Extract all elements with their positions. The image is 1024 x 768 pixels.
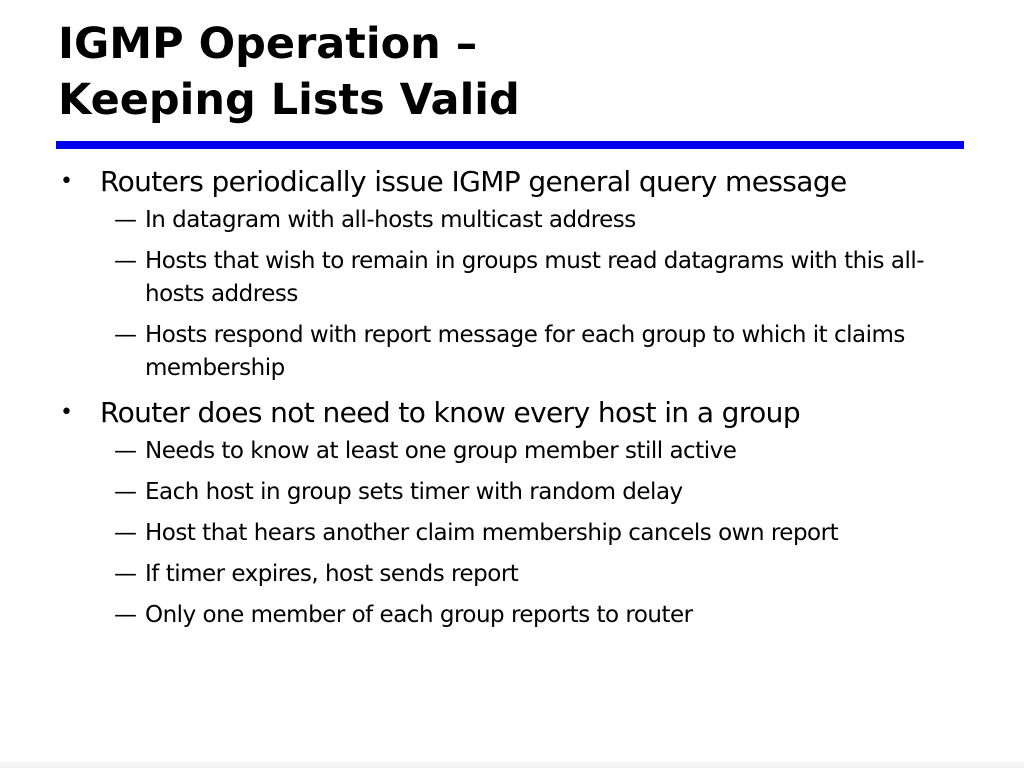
bullet-item [60, 162, 960, 202]
slide-title-line-2: Keeping Lists Valid [58, 75, 520, 125]
bullet-text: Router does not need to know every host in a group [100, 396, 800, 429]
sub-bullet-item [60, 599, 945, 632]
sub-bullet-text: If timer expires, host sends report [145, 561, 519, 587]
sub-bullet-text: Hosts respond with report message for each group to which it claims membership [145, 322, 905, 381]
sub-bullet-text: Only one member of each group reports to router [145, 602, 693, 628]
slide-body [60, 162, 960, 640]
sub-bullet-item [60, 204, 945, 237]
sub-bullet-text: In datagram with all-hosts multicast address [145, 207, 636, 233]
sub-bullet-text: Hosts that wish to remain in groups must read datagrams with this all-hosts address [145, 248, 925, 307]
sub-bullet-item [60, 319, 945, 385]
title-underline-rule [56, 141, 964, 149]
bullet-text: Routers periodically issue IGMP general query message [100, 165, 847, 198]
sub-bullet-item [60, 245, 945, 311]
sub-bullet-marker: — [114, 207, 137, 233]
sub-bullet-item [60, 558, 945, 591]
sub-bullet-item [60, 476, 945, 509]
bullet-marker: • [60, 400, 73, 425]
slide-title-line-1: IGMP Operation – [58, 19, 478, 69]
sub-bullet-text: Each host in group sets timer with random delay [145, 479, 683, 505]
sub-bullet-list [60, 435, 960, 632]
sub-bullet-item [60, 435, 945, 468]
sub-bullet-text: Needs to know at least one group member still active [145, 438, 737, 464]
slide-bottom-edge [0, 762, 1024, 768]
sub-bullet-marker: — [114, 602, 137, 628]
bullet-item [60, 393, 960, 433]
sub-bullet-marker: — [114, 322, 137, 348]
bullet-marker: • [60, 169, 73, 194]
sub-bullet-marker: — [114, 561, 137, 587]
sub-bullet-list [60, 204, 960, 385]
sub-bullet-marker: — [114, 248, 137, 274]
sub-bullet-marker: — [114, 479, 137, 505]
sub-bullet-marker: — [114, 520, 137, 546]
slide-title [58, 16, 958, 128]
sub-bullet-item [60, 517, 945, 550]
sub-bullet-marker: — [114, 438, 137, 464]
sub-bullet-text: Host that hears another claim membership cancels own report [145, 520, 839, 546]
